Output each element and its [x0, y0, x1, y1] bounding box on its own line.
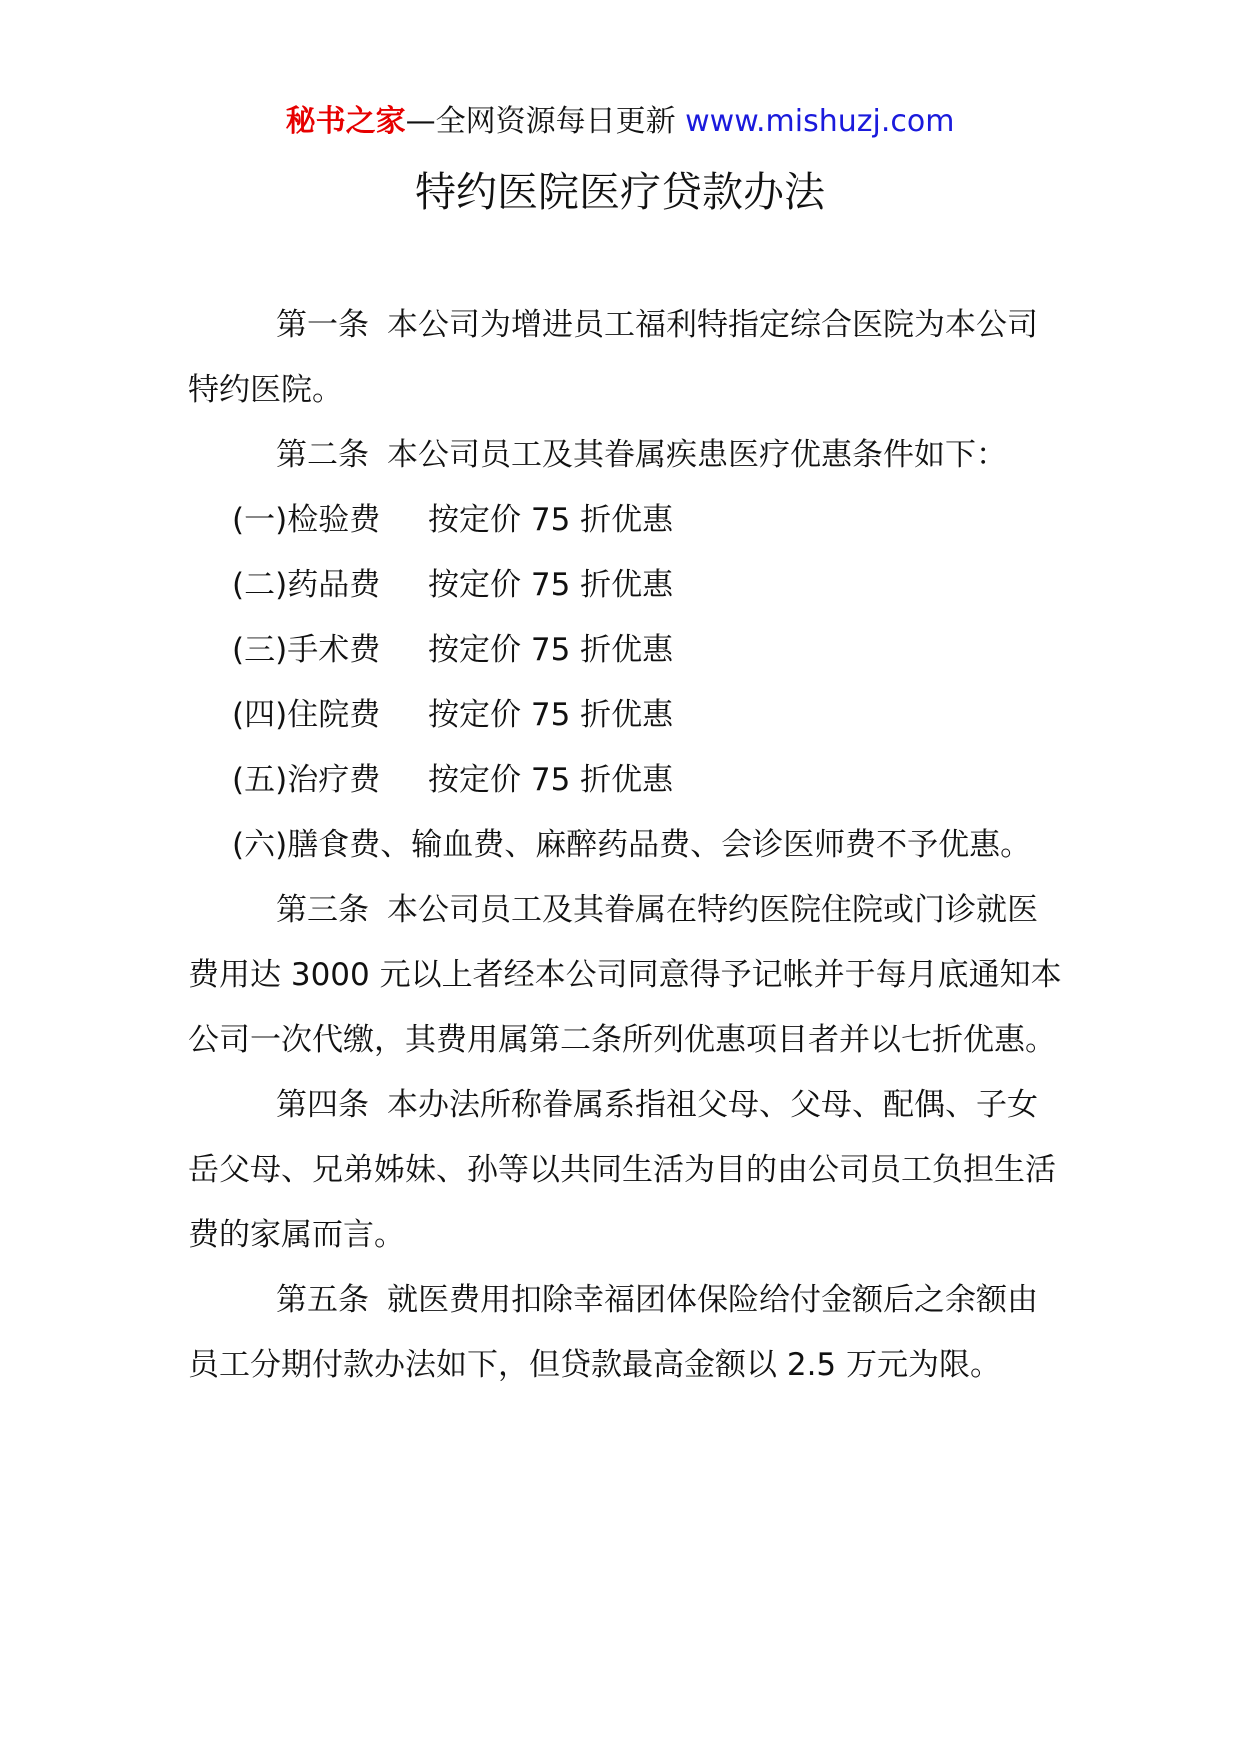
article-5 [188, 1268, 1068, 1398]
document-body [188, 293, 1068, 1398]
header-slogan: —全网资源每日更新 [405, 104, 676, 139]
list-item [188, 618, 1068, 683]
fee-discount: 按定价 75 折优惠 [428, 632, 674, 668]
article-2 [188, 423, 1068, 488]
article-3 [188, 878, 1068, 1073]
brand-name: 秘书之家 [285, 104, 406, 139]
fee-discount: 按定价 75 折优惠 [428, 502, 674, 538]
fee-name: (四)住院费 [232, 697, 381, 733]
header-url-link[interactable]: www.mishuzj.com [685, 104, 955, 139]
fee-discount: 按定价 75 折优惠 [428, 762, 674, 798]
fee-name: (五)治疗费 [232, 762, 381, 798]
article-text: 本办法所称眷属系指祖父母、父母、配偶、子女岳父母、兄弟姊妹、孙等以共同生活为目的由公司员工负担生活费的家属而言。 [188, 1087, 1056, 1253]
article-4 [188, 1073, 1068, 1268]
fee-name: (三)手术费 [232, 632, 381, 668]
site-header [0, 100, 1240, 144]
list-item [188, 553, 1068, 618]
article-label: 第五条 [276, 1282, 369, 1318]
article-1 [188, 293, 1068, 423]
fee-name: (二)药品费 [232, 567, 381, 603]
fee-name: (一)检验费 [232, 502, 381, 538]
article-text: 本公司为增进员工福利特指定综合医院为本公司特约医院。 [188, 307, 1038, 408]
item-six: (六)膳食费、输血费、麻醉药品费、会诊医师费不予优惠。 [232, 827, 1032, 863]
article-label: 第二条 [276, 437, 369, 473]
fee-discount: 按定价 75 折优惠 [428, 567, 674, 603]
list-item [188, 748, 1068, 813]
list-item [188, 683, 1068, 748]
article-label: 第三条 [276, 892, 369, 928]
list-item [188, 488, 1068, 553]
article-text: 就医费用扣除幸福团体保险给付金额后之余额由员工分期付款办法如下，但贷款最高金额以 2.5 万元为限。 [188, 1282, 1038, 1383]
article-label: 第一条 [276, 307, 369, 343]
article-text: 本公司员工及其眷属在特约医院住院或门诊就医费用达 3000 元以上者经本公司同意得予记帐并于每月底通知本公司一次代缴，其费用属第二条所列优惠项目者并以七折优惠。 [188, 892, 1062, 1058]
document-title: 特约医院医疗贷款办法 [415, 168, 825, 216]
article-label: 第四条 [276, 1087, 369, 1123]
article-text: 本公司员工及其眷属疾患医疗优惠条件如下： [387, 437, 1007, 473]
fee-discount: 按定价 75 折优惠 [428, 697, 674, 733]
